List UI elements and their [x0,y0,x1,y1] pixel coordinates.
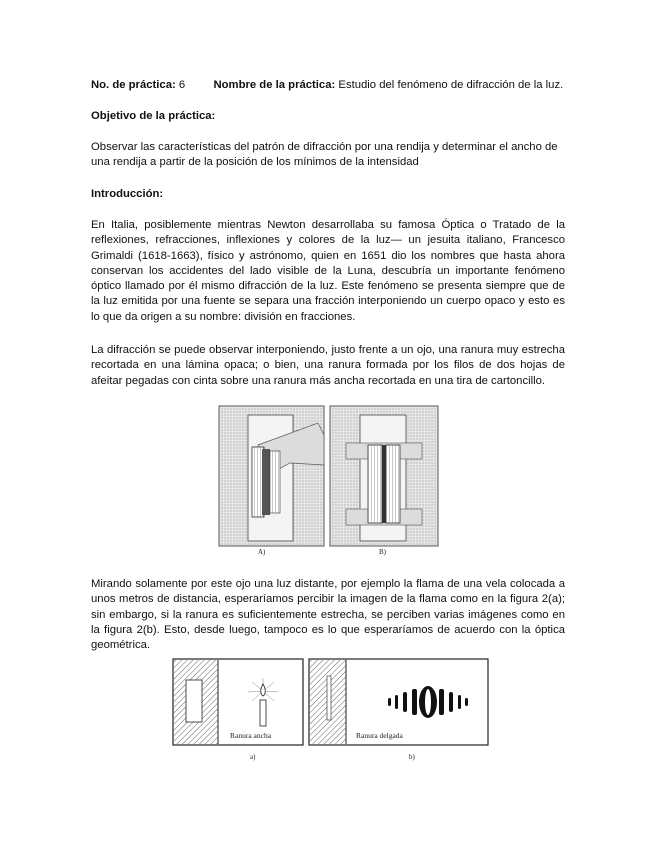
figure-2a-label: Ranura ancha [230,731,272,740]
figure-2-candle-diagram [172,658,490,748]
introduction-heading: Introducción: [91,188,164,200]
figure-2b-label: Ranura delgada [356,731,403,740]
intro-paragraph-2: La difracción se puede observar interponiendo, justo frente a un ojo, una ranura muy estrecha recortada en una lámina opaca; o bien, una ranura formada por los filos de dos hojas de afeitar pegadas con cinta sobre una ranura más ancha recortada en una tira de cartoncillo. [91,344,565,387]
intro-paragraph-1: En Italia, posiblemente mientras Newton desarrollaba su famosa Óptica o Tratado de la reflexiones, refracciones, inflexiones y colores de la luz— un jesuita italiano, Francesco Grimaldi (1618-1663), físico y astrónomo, quien en 1651 dio los nombres que hasta ahora conservan los accidentes del lado visible de la Luna, descubría un importante fenómeno óptico llamado por él mismo difracción de la luz. Este fenómeno se presenta siempre que de la luz emitida por una fuente se separa una fracción interponiendo un cuerpo opaco y esto es lo que da origen a su nombre: división en fracciones. [91,219,565,323]
figure-1b-caption: B) [379,548,386,556]
figure-1-slit-diagram [218,405,440,557]
practice-number-value: 6 [178,79,186,91]
figure-1b-panel [330,406,438,546]
practice-header [91,78,565,93]
figure-1a-panel [219,406,324,546]
objective-heading: Objetivo de la práctica: [91,110,216,122]
figure-2a-caption: a) [250,753,256,761]
practice-name-label: Nombre de la práctica: [213,79,336,91]
practice-name-value: Estudio del fenómeno de difracción de la luz. [338,79,564,91]
practice-number-label: No. de práctica: [91,79,176,91]
figure-2b-caption: b) [409,753,415,761]
intro-paragraph-3: Mirando solamente por este ojo una luz distante, por ejemplo la flama de una vela colocada a unos metros de distancia, esperaríamos percibir la imagen de la flama como en la figura 2(a); sin embargo, si la ranura es suficientemente estrecha, se perciben varias imágenes como en la figura 2(b). Esto, desde luego, tampoco es lo que esperaríamos de acuerdo con la óptica geométrica. [91,578,565,652]
figure-1a-caption: A) [258,548,266,556]
objective-text: Observar las características del patrón de difracción por una rendija y determinar el ancho de una rendija a partir de la posición de los mínimos de la intensidad [91,141,558,169]
